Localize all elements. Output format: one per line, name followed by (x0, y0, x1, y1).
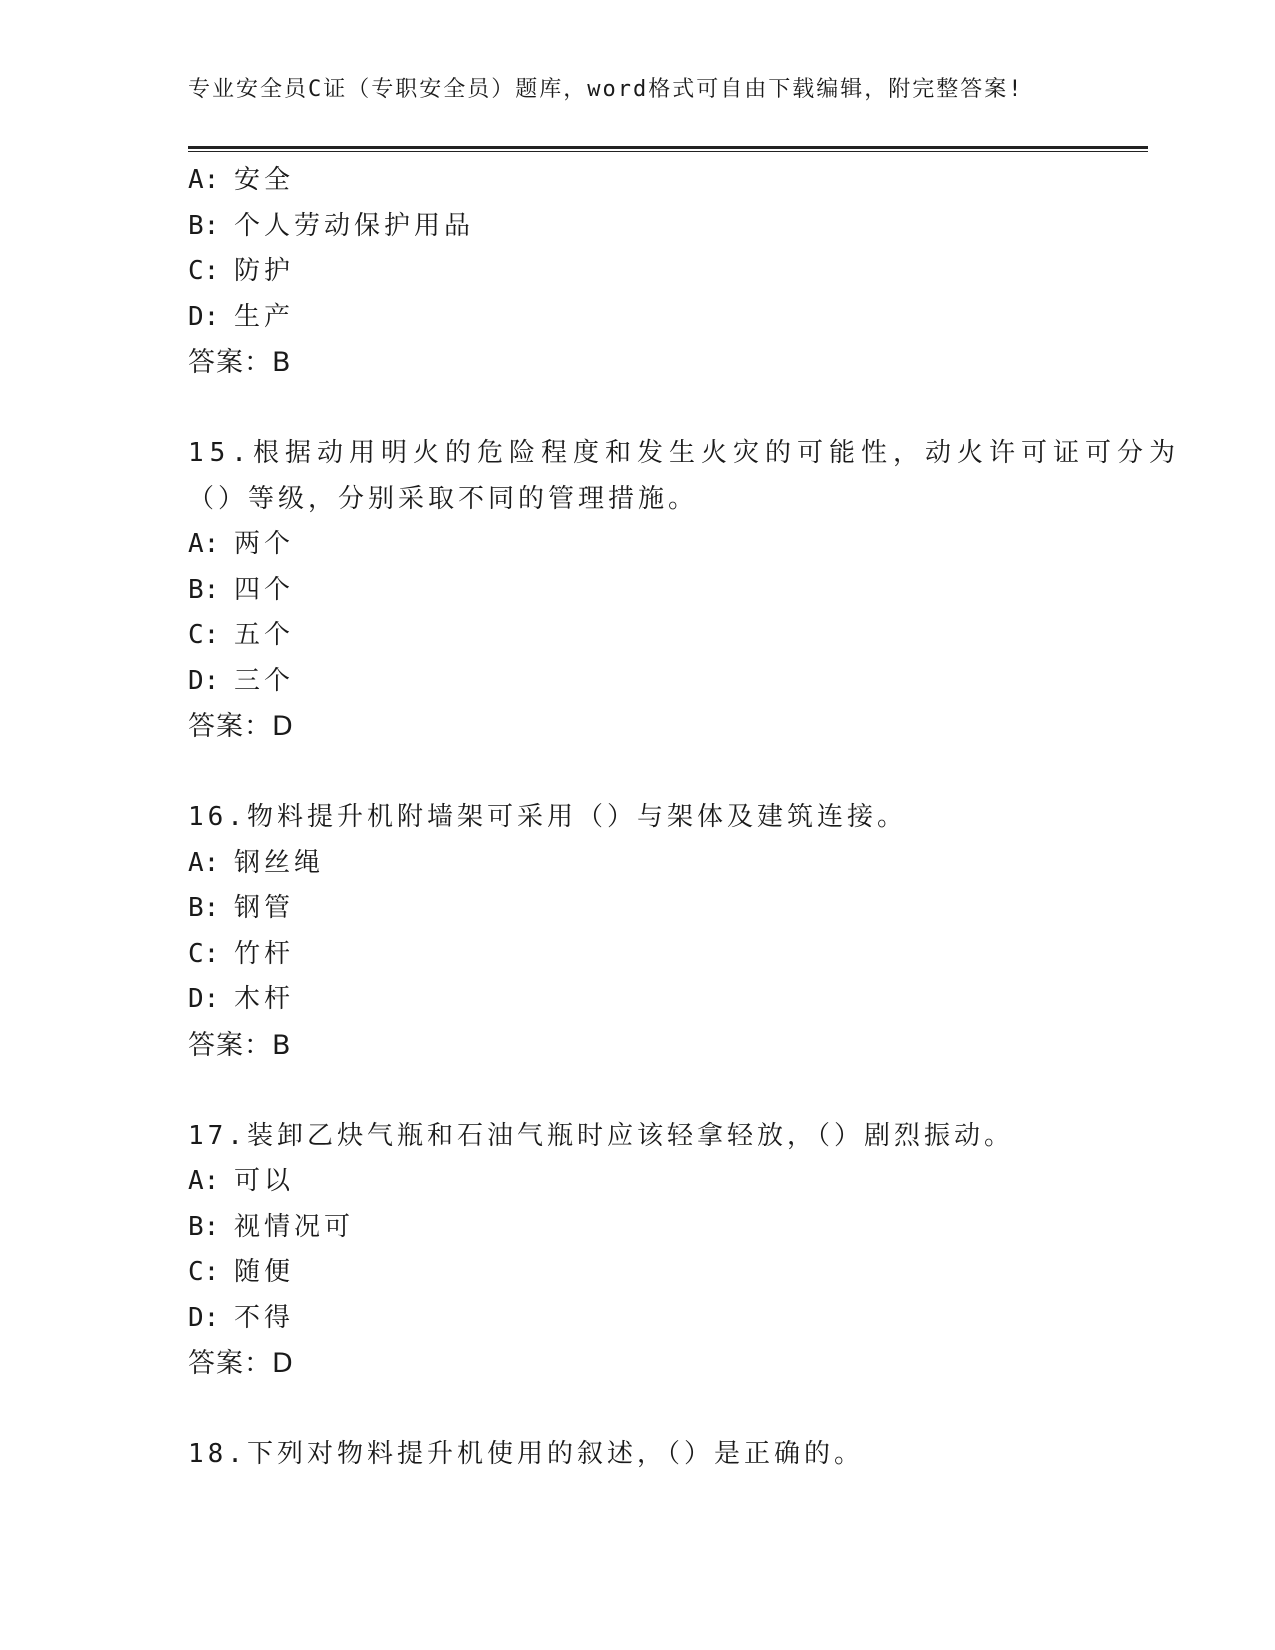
option-d: D: 生产 (188, 301, 295, 332)
option-d: D: 不得 (188, 1302, 295, 1333)
option-d: D: 三个 (188, 665, 295, 696)
spacer (188, 386, 1148, 432)
answer-line: 答案：B (188, 347, 292, 378)
spacer (188, 1387, 1148, 1433)
question-content (188, 158, 1181, 1478)
answer-line: 答案：D (188, 711, 294, 742)
spacer (188, 750, 1148, 796)
spacer (188, 1068, 1148, 1114)
question-stem: 15.根据动用明火的危险程度和发生火灾的可能性，动火许可证可分为 (188, 438, 1181, 468)
question-stem: 17.装卸乙炔气瓶和石油气瓶时应该轻拿轻放，（）剧烈振动。 (188, 1120, 1014, 1151)
question-stem: 18.下列对物料提升机使用的叙述，（）是正确的。 (188, 1439, 864, 1469)
option-c: C: 竹杆 (188, 938, 295, 969)
option-d: D: 木杆 (188, 984, 295, 1014)
option-b: B: 视情况可 (188, 1211, 355, 1242)
option-a: A: 可以 (188, 1166, 295, 1196)
option-c: C: 随便 (188, 1257, 295, 1287)
option-a: A: 钢丝绳 (188, 847, 325, 878)
answer-line: 答案：B (188, 1029, 292, 1061)
answer-line: 答案：D (188, 1348, 294, 1379)
option-a: A: 安全 (188, 165, 295, 195)
option-c: C: 防护 (188, 256, 295, 286)
option-b: B: 钢管 (188, 893, 295, 923)
option-b: B: 个人劳动保护用品 (188, 210, 475, 241)
question-stem-continued: （）等级，分别采取不同的管理措施。 (188, 483, 699, 514)
option-b: B: 四个 (188, 574, 295, 605)
page-header: 专业安全员C证（专职安全员）题库，word格式可自由下载编辑，附完整答案! (188, 77, 1024, 102)
question-stem: 16.物料提升机附墙架可采用（）与架体及建筑连接。 (188, 802, 907, 832)
header-divider (188, 146, 1148, 152)
option-a: A: 两个 (188, 529, 295, 559)
option-c: C: 五个 (188, 620, 295, 650)
